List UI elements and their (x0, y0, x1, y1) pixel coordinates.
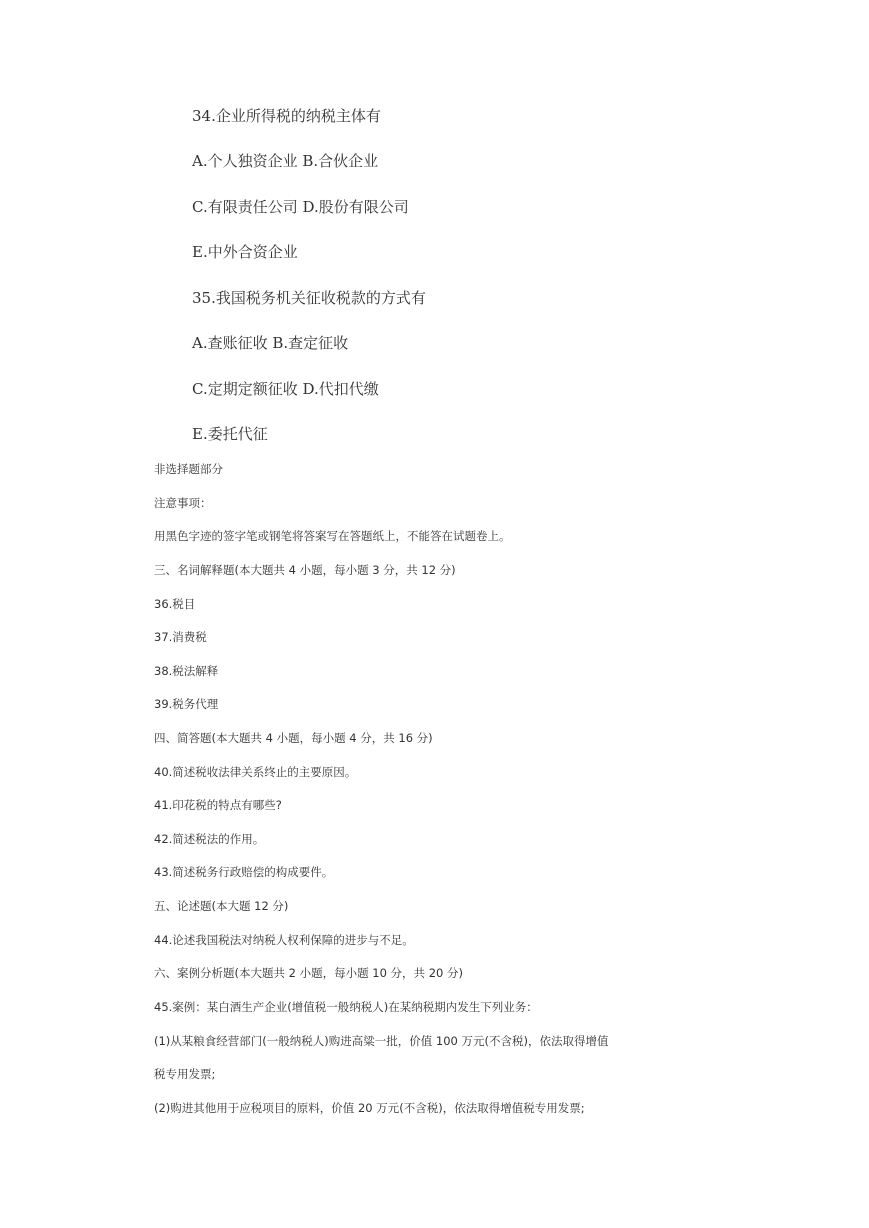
question-35-stem: 35.我国税务机关征收税款的方式有 (192, 289, 426, 307)
question-40: 40.简述税收法律关系终止的主要原因。 (154, 765, 357, 779)
question-37: 37.消费税 (154, 630, 207, 644)
question-42: 42.简述税法的作用。 (154, 832, 265, 846)
section-6-title: 六、案例分析题(本大题共 2 小题，每小题 10 分，共 20 分) (154, 966, 463, 980)
question-45-item-1: (1)从某粮食经营部门(一般纳税人)购进高粱一批，价值 100 万元(不含税)，依法取得增值 (154, 1034, 609, 1048)
question-43: 43.简述税务行政赔偿的构成要件。 (154, 865, 334, 879)
question-34-stem: 34.企业所得税的纳税主体有 (192, 107, 381, 125)
section-5-title: 五、论述题(本大题 12 分) (154, 899, 289, 913)
question-41: 41.印花税的特点有哪些? (154, 798, 282, 812)
question-44: 44.论述我国税法对纳税人权利保障的进步与不足。 (154, 933, 414, 947)
question-39: 39.税务代理 (154, 697, 219, 711)
question-35-options-cd: C.定期定额征收 D.代扣代缴 (192, 380, 379, 398)
notice-title: 注意事项： (154, 496, 212, 510)
question-45-item-2: (2)购进其他用于应税项目的原料，价值 20 万元(不含税)，依法取得增值税专用发票; (154, 1101, 585, 1115)
question-45-intro: 45.案例：某白酒生产企业(增值税一般纳税人)在某纳税期内发生下列业务： (154, 1000, 538, 1014)
question-38: 38.税法解释 (154, 664, 219, 678)
section-3-title: 三、名词解释题(本大题共 4 小题，每小题 3 分，共 12 分) (154, 563, 456, 577)
question-45-item-1-cont: 税专用发票; (154, 1067, 216, 1081)
question-34-option-e: E.中外合资企业 (192, 243, 298, 261)
question-35-option-e: E.委托代征 (192, 425, 268, 443)
question-36: 36.税目 (154, 597, 196, 611)
section-4-title: 四、简答题(本大题共 4 小题，每小题 4 分，共 16 分) (154, 731, 433, 745)
non-choice-heading: 非选择题部分 (154, 462, 223, 476)
notice-text: 用黑色字迹的签字笔或钢笔将答案写在答题纸上，不能答在试题卷上。 (154, 529, 511, 543)
question-34-options-ab: A.个人独资企业 B.合伙企业 (192, 152, 379, 170)
question-35-options-ab: A.查账征收 B.查定征收 (192, 334, 349, 352)
question-34-options-cd: C.有限责任公司 D.股份有限公司 (192, 198, 409, 216)
